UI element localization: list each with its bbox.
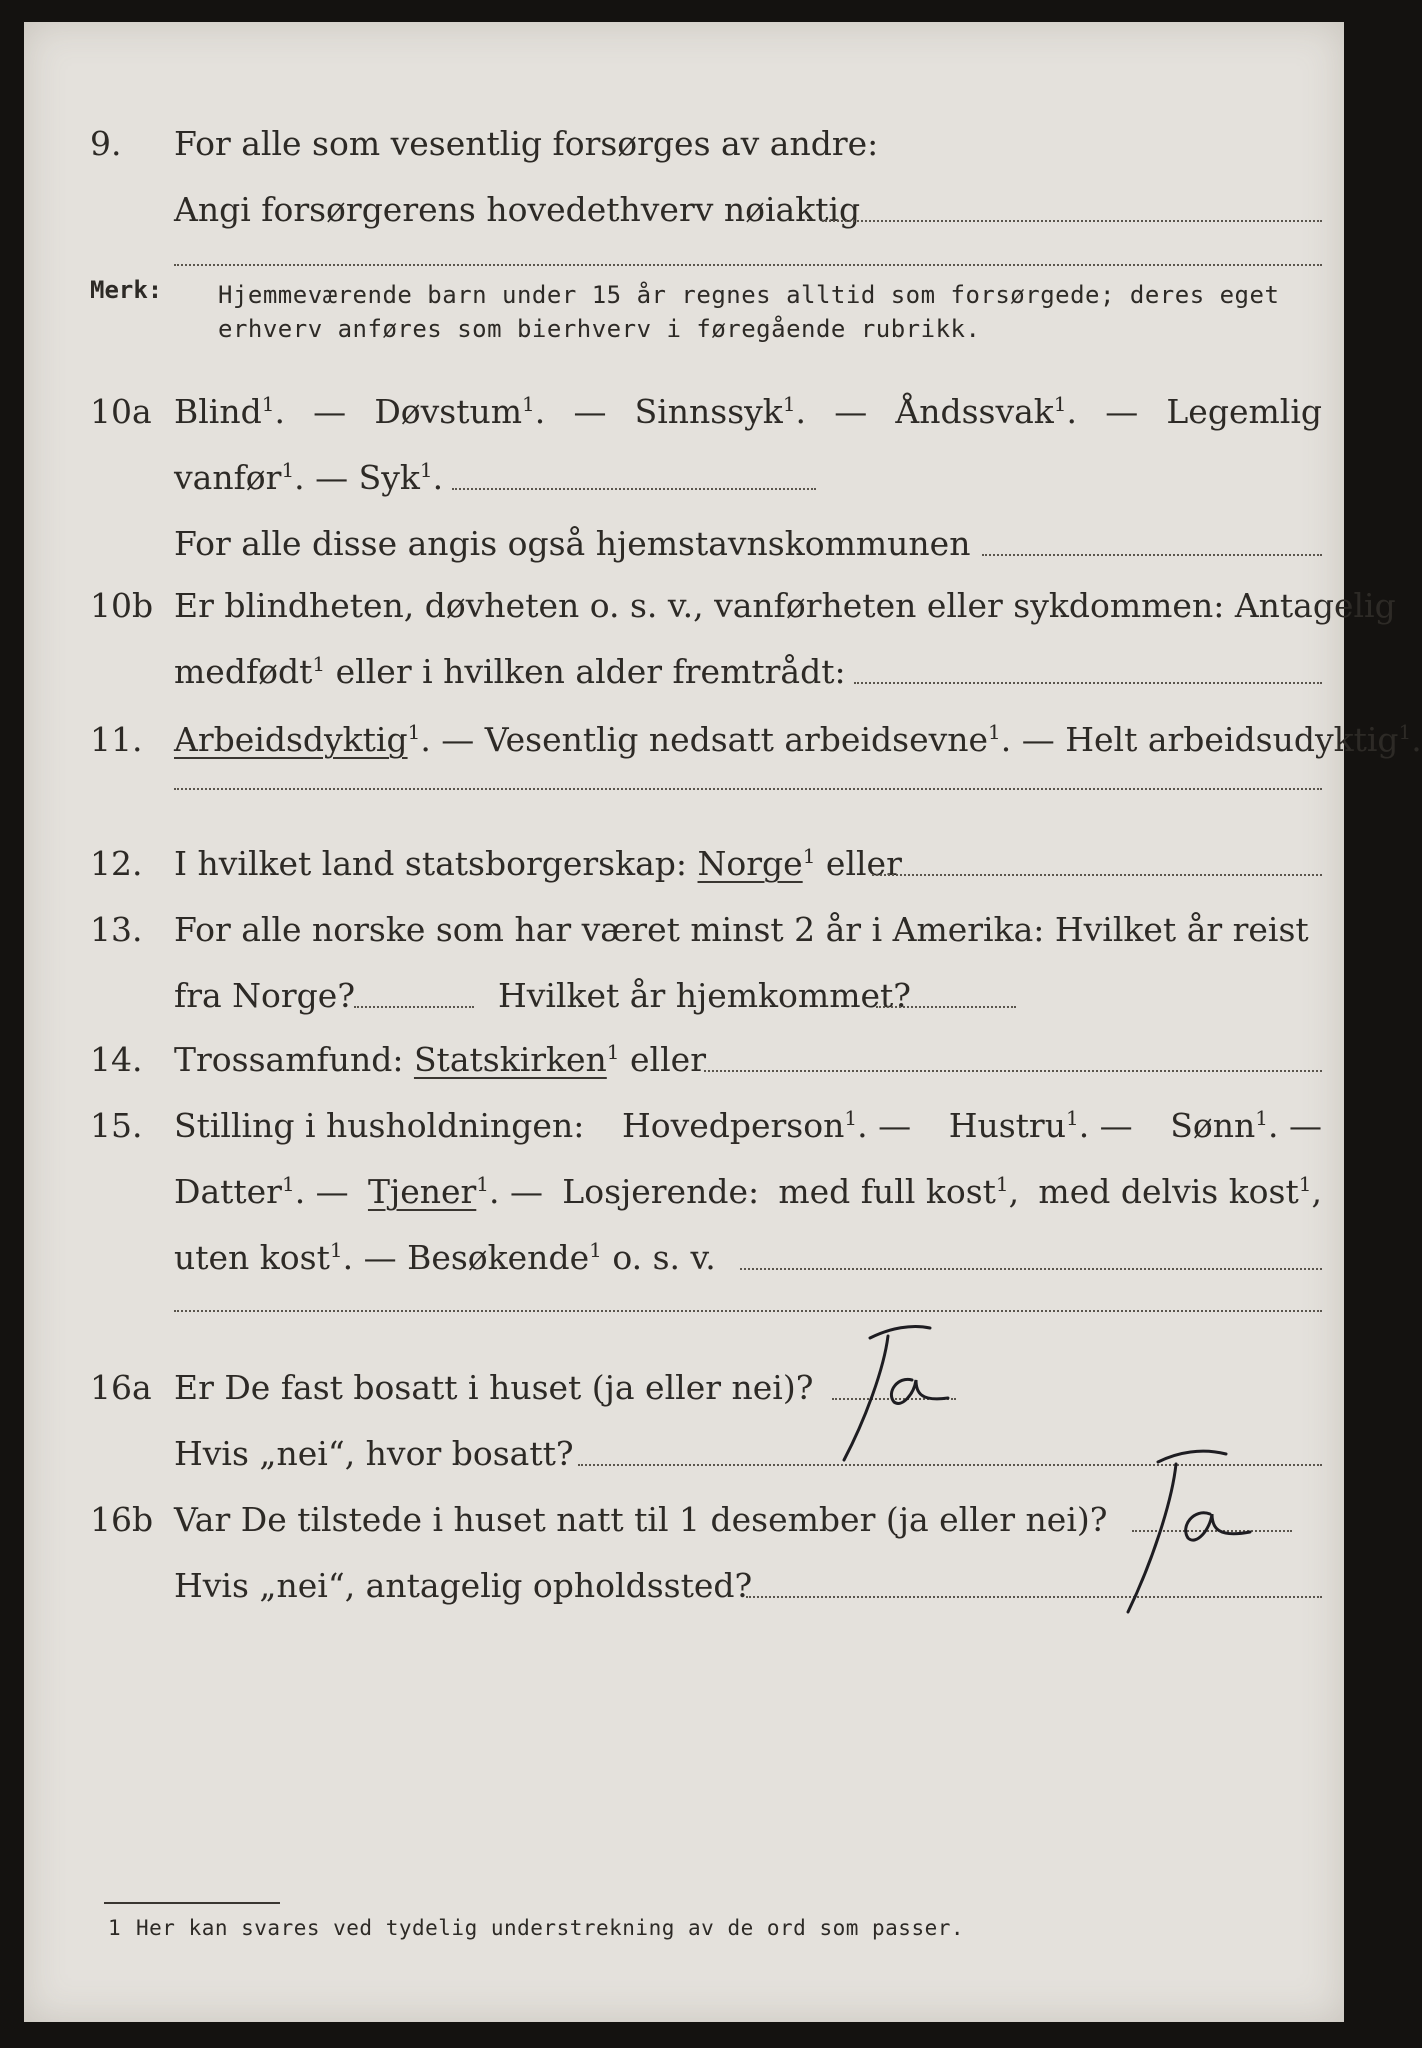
answer-line[interactable] bbox=[354, 1006, 474, 1008]
answer-line[interactable] bbox=[854, 682, 1322, 684]
answer-line[interactable] bbox=[876, 1006, 1016, 1008]
question-number: 15. bbox=[90, 1106, 143, 1145]
separator: — bbox=[313, 392, 347, 431]
option-legemlig: Legemlig bbox=[1166, 392, 1322, 431]
question-16a-line-1 bbox=[24, 1360, 1344, 1416]
question-number: 12. bbox=[90, 844, 143, 883]
question-14 bbox=[24, 1032, 1344, 1088]
question-10b-line-2 bbox=[24, 644, 1344, 700]
question-10a-line-2 bbox=[24, 450, 1344, 506]
question-text: fra Norge? bbox=[174, 976, 356, 1015]
question-10b-line-1 bbox=[24, 578, 1396, 634]
question-number: 14. bbox=[90, 1040, 143, 1079]
note-text: Hjemmeværende barn under 15 år regnes alltid som forsørgede; deres eget erhverv anføres som bierhverv i føregående rubrikk. bbox=[218, 281, 1280, 343]
question-text: uten kost$^1$. — Besøkende$^1$ o. s. v. bbox=[174, 1238, 716, 1277]
question-text: Var De tilstede i huset natt til 1 desember (ja eller nei)? bbox=[174, 1500, 1108, 1539]
question-number: 9. bbox=[90, 124, 122, 163]
handwritten-answer-16b bbox=[1106, 1442, 1266, 1622]
question-13-line-2 bbox=[24, 968, 1344, 1024]
question-text: Angi forsørgerens hovedethverv nøiaktig bbox=[174, 190, 861, 229]
question-text: For alle norske som har været minst 2 år i Amerika: Hvilket år reist bbox=[174, 910, 1309, 949]
question-9-line-1 bbox=[24, 116, 1344, 172]
answer-line[interactable] bbox=[452, 488, 816, 490]
separator: — bbox=[1105, 392, 1139, 431]
question-text: medfødt$^1$ eller i hvilken alder fremtrådt: bbox=[174, 652, 846, 691]
option-blind: Blind$^1$. bbox=[174, 392, 285, 431]
question-text: Arbeidsdyktig$^1$. — Vesentlig nedsatt arbeidsevne$^1$. — Helt arbeidsudyktig$^1$. bbox=[174, 720, 1422, 759]
census-form-page bbox=[24, 22, 1422, 2022]
footnote bbox=[108, 1916, 965, 1940]
question-text: For alle som vesentlig forsørges av andre: bbox=[174, 124, 879, 163]
question-text: Er De fast bosatt i huset (ja eller nei)? bbox=[174, 1368, 814, 1407]
answer-line[interactable] bbox=[174, 1310, 1322, 1312]
question-text: Datter$^1$. — Tjener$^1$. — Losjerende: med full kost$^1$, med delvis kost$^1$, bbox=[174, 1172, 1322, 1211]
question-15-line-1 bbox=[24, 1098, 1344, 1154]
question-10a-line-3 bbox=[24, 516, 1344, 572]
option-dovstum: Døvstum$^1$. bbox=[374, 392, 546, 431]
question-15-line-3 bbox=[24, 1230, 1344, 1286]
question-text: For alle disse angis også hjemstavnskommunen bbox=[174, 524, 971, 563]
handwritten-answer-16a bbox=[830, 1318, 980, 1468]
footnote-text: Her kan svares ved tydelig understrekning av de ord som passer. bbox=[136, 1916, 965, 1940]
footnote-rule bbox=[104, 1902, 280, 1904]
footnote-mark: 1 bbox=[108, 1916, 122, 1940]
question-number: 16b bbox=[90, 1500, 154, 1539]
answer-line[interactable] bbox=[872, 874, 1322, 876]
question-number: 16a bbox=[90, 1368, 152, 1407]
question-9-line-2 bbox=[24, 182, 1344, 238]
question-12 bbox=[24, 836, 1344, 892]
answer-line[interactable] bbox=[982, 554, 1322, 556]
option-arbeidsdyktig-underlined: Arbeidsdyktig bbox=[174, 720, 408, 759]
option-tjener-underlined: Tjener bbox=[367, 1172, 477, 1211]
question-text: Hvis „nei“, antagelig opholdssted? bbox=[174, 1566, 753, 1605]
option-norge-underlined: Norge bbox=[697, 844, 803, 883]
answer-line[interactable] bbox=[704, 1070, 1322, 1072]
condition-options bbox=[174, 384, 1322, 440]
note-label: Merk: bbox=[90, 276, 163, 304]
question-text: Hvis „nei“, hvor bosatt? bbox=[174, 1434, 574, 1473]
question-number: 10b bbox=[90, 586, 154, 625]
answer-line[interactable] bbox=[174, 788, 1322, 790]
question-number: 10a bbox=[90, 392, 152, 431]
question-text: Stilling i husholdningen: Hovedperson$^1$. — Hustru$^1$. — Sønn$^1$. — bbox=[174, 1106, 1322, 1145]
option-sinnssyk: Sinnssyk$^1$. bbox=[634, 392, 807, 431]
question-number: 13. bbox=[90, 910, 143, 949]
separator: — bbox=[573, 392, 607, 431]
question-13-line-1 bbox=[24, 902, 1344, 958]
option-andssvak: Åndssvak$^1$. bbox=[895, 392, 1078, 431]
answer-line[interactable] bbox=[174, 264, 1322, 266]
separator: — bbox=[834, 392, 868, 431]
question-text: I hvilket land statsborgerskap: Norge$^1$ eller bbox=[174, 844, 902, 883]
question-text: vanfør$^1$. — Syk$^1$. bbox=[174, 458, 444, 497]
question-11 bbox=[24, 712, 1422, 768]
question-15-line-2 bbox=[24, 1164, 1344, 1220]
question-text: Er blindheten, døvheten o. s. v., vanførheten eller sykdommen: Antagelig bbox=[174, 586, 1396, 625]
question-10a-line-1 bbox=[24, 384, 1344, 440]
answer-line[interactable] bbox=[740, 1268, 1322, 1270]
question-text: Trossamfund: Statskirken$^1$ eller bbox=[174, 1040, 706, 1079]
question-number: 11. bbox=[90, 720, 143, 759]
answer-line[interactable] bbox=[822, 220, 1322, 222]
option-statskirken-underlined: Statskirken bbox=[413, 1040, 607, 1079]
question-text: Hvilket år hjemkommet? bbox=[498, 976, 911, 1015]
